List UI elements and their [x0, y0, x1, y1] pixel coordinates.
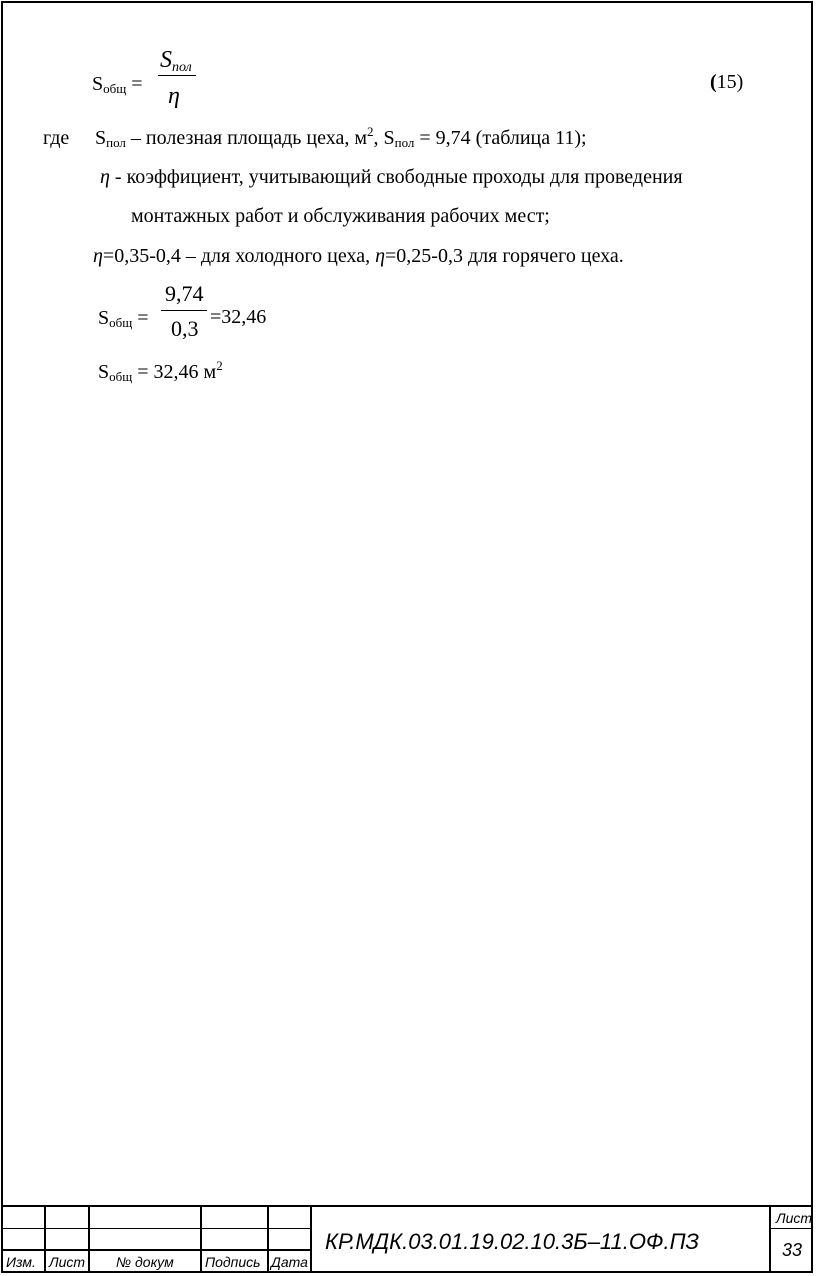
calc-denominator: 0,3: [171, 316, 199, 341]
formula-fraction-line: [158, 75, 196, 76]
document-code: КР.МДК.03.01.19.02.10.3Б–11.ОФ.ПЗ: [325, 1229, 700, 1254]
definition-eta: η - коэффициент, учитывающий свободные проходы для проведения: [100, 166, 683, 188]
col-list: Лист: [49, 1254, 86, 1270]
calc-fraction-line: [161, 310, 207, 311]
formula-number: (15): [710, 71, 744, 93]
calc-numerator: 9,74: [165, 281, 204, 306]
eta-ranges: η=0,35-0,4 – для холодного цеха, η=0,25-0,3 для горячего цеха.: [93, 245, 624, 267]
formula-numerator: Sпол: [160, 47, 192, 75]
calc-result: =32,46: [210, 306, 267, 328]
page-frame: [1, 1, 813, 1273]
calc-lhs: Sобщ =: [98, 307, 149, 330]
result-line: Sобщ = 32,46 $м^2$: [98, 358, 223, 384]
definition-eta-continued: монтажных работ и обслуживания рабочих мест;: [131, 205, 550, 227]
definition-s-pol: Sпол – полезная площадь цеха, $м^2$, Sпол = 9,74 (таблица 11);: [95, 124, 587, 150]
col-date: Дата: [271, 1254, 308, 1270]
col-doc-number: № докум: [116, 1254, 174, 1270]
sheet-label: Лист: [776, 1210, 813, 1226]
formula-denominator: η: [168, 83, 180, 109]
col-izm: Изм.: [6, 1254, 36, 1270]
col-signature: Подпись: [205, 1254, 261, 1270]
where-label: где: [43, 127, 70, 149]
formula-lhs: Sобщ =: [92, 73, 143, 96]
sheet-number: 33: [782, 1240, 803, 1260]
